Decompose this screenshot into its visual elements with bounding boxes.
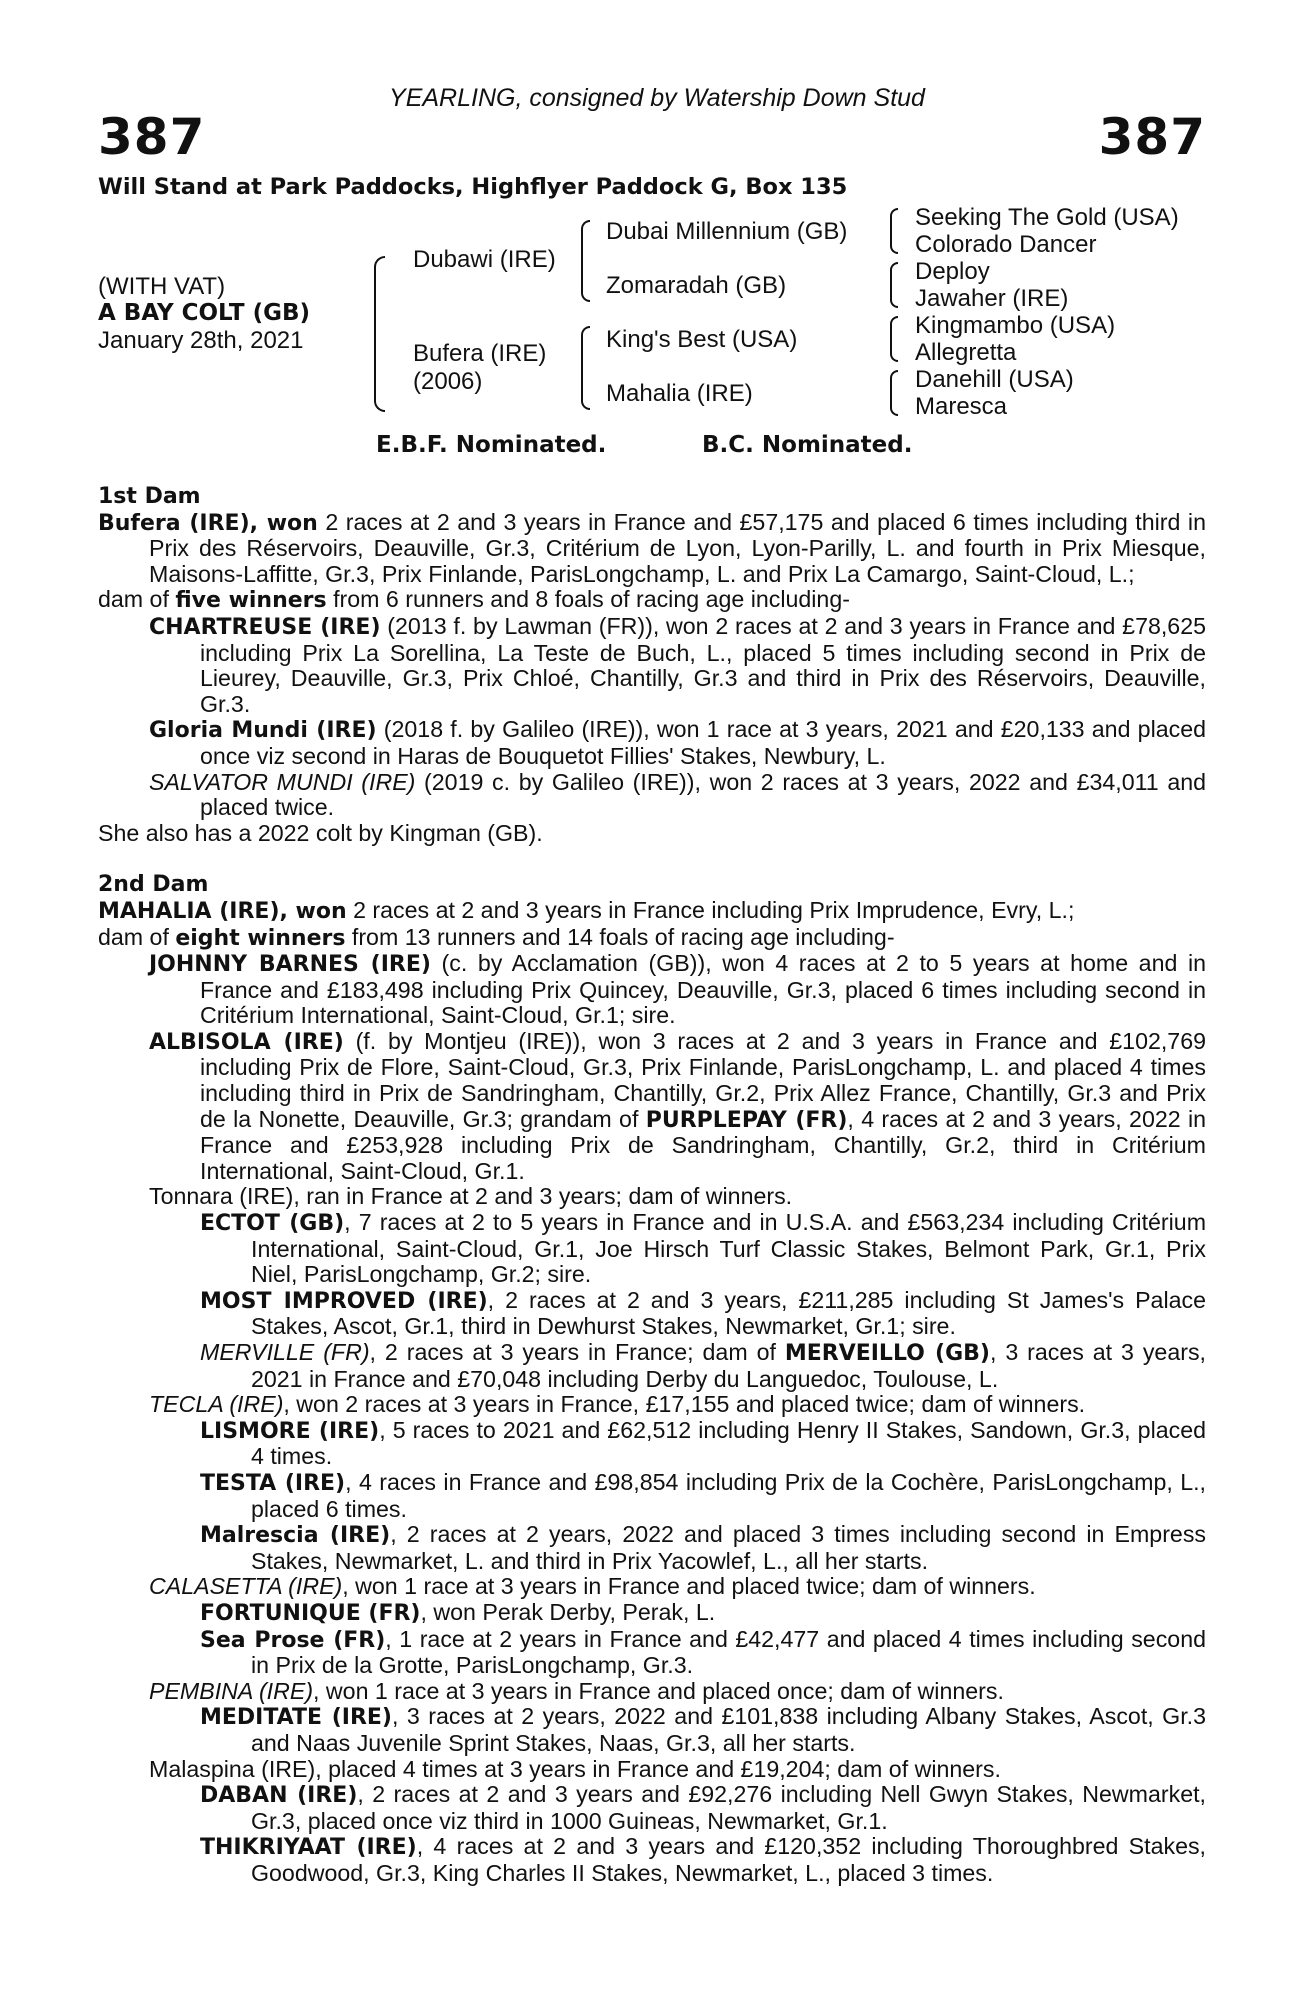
second-dam-heading: 2nd Dam: [98, 872, 209, 898]
pedigree-g2: Colorado Dancer: [915, 231, 1097, 258]
produce-entry: SALVATOR MUNDI (IRE) (2019 c. by Galileo (IRE)), won 2 races at 3 years, 2022 and £34,011 and placed twice.: [149, 768, 1207, 821]
produce-name: Gloria Mundi (IRE): [149, 718, 377, 744]
grandchild-entry: TESTA (IRE), 4 races in France and £98,854 including Prix de la Cochère, ParisLongchamp, L., placed 6 times.: [200, 1468, 1206, 1522]
grandchild-entry: Malrescia (IRE), 2 races at 2 years, 2022 and placed 3 times including second in Empress Stakes, Newmarket, L. and third in Prix Yacowlef, L., all her starts.: [200, 1521, 1207, 1574]
first-dam-also: She also has a 2022 colt by Kingman (GB).: [98, 819, 543, 846]
second-dam-entry: MAHALIA (IRE), won 2 races at 2 and 3 years in France including Prix Imprudence, Evry, L.;: [98, 896, 1075, 924]
lot-number-right: 387: [1098, 108, 1206, 166]
produce-entry: JOHNNY BARNES (IRE) (c. by Acclamation (GB)), won 4 races at 2 to 5 years at home and in France and £183,498 including Prix Quincey, Deauville, Gr.3, placed 6 times including second in Critérium International, Saint-Cloud, Gr.1; sire.: [149, 950, 1206, 1029]
ebf-nomination: E.B.F. Nominated.: [376, 432, 607, 458]
pedigree-bracket-g78: [890, 370, 898, 416]
pedigree-bracket-main: [374, 256, 385, 412]
grandchild-entry: MEDITATE (IRE), 3 races at 2 years, 2022 and £101,838 including Albany Stakes, Ascot, Gr.3 and Naas Juvenile Sprint Stakes, Naas, Gr.3, all her starts.: [200, 1703, 1206, 1756]
grandchild-entry: MOST IMPROVED (IRE), 2 races at 2 and 3 years, £211,285 including St James's Palace Stakes, Ascot, Gr.1, third in Dewhurst Stakes, Newmarket, Gr.1; sire.: [200, 1286, 1206, 1340]
produce-name: CHARTREUSE (IRE): [149, 614, 381, 640]
pedigree-notes: [98, 484, 1206, 1886]
grandchild-entry: Sea Prose (FR), 1 race at 2 years in France and £42,477 and placed 4 times including second in Prix de la Grotte, ParisLongchamp, Gr.3.: [200, 1625, 1206, 1679]
pedigree-bracket-g12: [890, 208, 898, 254]
pedigree-g3: Deploy: [915, 258, 990, 285]
produce-entry: Tonnara (IRE), ran in France at 2 and 3 years; dam of winners.: [149, 1183, 793, 1210]
pedigree-dam: Bufera (IRE): [413, 340, 547, 367]
pedigree-sire: Dubawi (IRE): [413, 246, 556, 273]
pedigree-bracket-sire: [581, 220, 590, 302]
produce-entry: CHARTREUSE (IRE) (2013 f. by Lawman (FR)), won 2 races at 2 and 3 years in France and £78,625 including Prix La Sorellina, La Teste de Buch, L., placed 5 times including second in Prix de Lieurey, Deauville, Gr.3, Prix Chloé, Chantilly, Gr.3 and third in Prix des Réservoirs, Deauville, Gr.3.: [149, 612, 1206, 717]
consignment-header: YEARLING, consigned by Watership Down Stud: [389, 84, 925, 112]
first-dam-name: Bufera (IRE), won: [98, 510, 318, 536]
pedigree-g6: Allegretta: [915, 339, 1017, 366]
produce-entry: ALBISOLA (IRE) (f. by Montjeu (IRE)), won 3 races at 2 and 3 years in France and £102,769 including Prix de Flore, Saint-Cloud, Gr.3, Prix Finlande, ParisLongchamp, L. and placed 4 times including third in Prix de Sandringham, Chantilly, Gr.2, Prix Allez France, Chantilly, Gr.3 and Prix de la Nonette, Deauville, Gr.3; grandam of PURPLEPAY (FR), 4 races at 2 and 3 years, 2022 in France and £253,928 including Prix de Sandringham, Chantilly, Gr.2, third in Critérium International, Saint-Cloud, Gr.1.: [149, 1027, 1207, 1184]
produce-entry: PEMBINA (IRE), won 1 race at 3 years in France and placed once; dam of winners.: [149, 1677, 1004, 1704]
lot-number-left: 387: [98, 108, 206, 166]
pedigree-bracket-g56: [890, 316, 898, 362]
grandchild-entry: LISMORE (IRE), 5 races to 2021 and £62,512 including Henry II Stakes, Sandown, Gr.3, placed 4 times.: [200, 1416, 1206, 1470]
pedigree-bracket-dam: [581, 326, 590, 410]
grandchild-entry: MERVILLE (FR), 2 races at 3 years in France; dam of MERVEILLO (GB), 3 races at 3 years, 2021 in France and £70,048 including Derby du Languedoc, Toulouse, L.: [200, 1339, 1206, 1392]
pedigree-dam-year: (2006): [413, 368, 483, 395]
vat-note: (WITH VAT): [98, 273, 226, 300]
pedigree-sire-sire: Dubai Millennium (GB): [606, 218, 848, 245]
pedigree-g4: Jawaher (IRE): [915, 285, 1069, 312]
pedigree-g8: Maresca: [915, 393, 1008, 420]
second-dam-name: MAHALIA (IRE), won: [98, 898, 347, 924]
pedigree-g1: Seeking The Gold (USA): [915, 204, 1179, 231]
grandchild-entry: FORTUNIQUE (FR), won Perak Derby, Perak, L.: [200, 1598, 716, 1626]
grandchild-entry: ECTOT (GB), 7 races at 2 to 5 years in France and in U.S.A. and £563,234 including Critérium International, Saint-Cloud, Gr.1, Joe Hirsch Turf Classic Stakes, Belmont Park, Gr.1, Prix Niel, ParisLongchamp, Gr.2; sire.: [200, 1209, 1207, 1288]
produce-entry: CALASETTA (IRE), won 1 race at 3 years in France and placed twice; dam of winners.: [149, 1573, 1036, 1600]
bc-nomination: B.C. Nominated.: [702, 432, 913, 458]
produce-entry: TECLA (IRE), won 2 races at 3 years in France, £17,155 and placed twice; dam of winners.: [149, 1391, 1086, 1418]
foaling-date: January 28th, 2021: [98, 327, 304, 354]
pedigree-g5: Kingmambo (USA): [915, 312, 1116, 339]
pedigree-bracket-g34: [890, 262, 898, 308]
grandchild-entry: DABAN (IRE), 2 races at 2 and 3 years and £92,276 including Nell Gwyn Stakes, Newmarket, Gr.3, placed once viz third in 1000 Guineas, Newmarket, Gr.1.: [200, 1781, 1206, 1834]
pedigree-sire-dam: Zomaradah (GB): [606, 272, 787, 299]
first-dam-entry: Bufera (IRE), won 2 races at 2 and 3 years in France and £57,175 and placed 6 times including third in Prix des Réservoirs, Deauville, Gr.3, Critérium de Lyon, Lyon-Parilly, L. and fourth in Prix Miesque, Maisons-Laffitte, Gr.3, Prix Finlande, ParisLongchamp, L. and Prix La Camargo, Saint-Cloud, L.;: [98, 508, 1206, 587]
produce-entry: Gloria Mundi (IRE) (2018 f. by Galileo (IRE)), won 1 race at 3 years, 2021 and £20,133 and placed once viz second in Haras de Bouquetot Fillies' Stakes, Newbury, L.: [149, 716, 1206, 769]
horse-name: A BAY COLT (GB): [98, 300, 311, 326]
stand-location: Will Stand at Park Paddocks, Highflyer Paddock G, Box 135: [98, 174, 848, 200]
produce-entry: Malaspina (IRE), placed 4 times at 3 years in France and £19,204; dam of winners.: [149, 1755, 1001, 1782]
pedigree-dam-dam: Mahalia (IRE): [606, 380, 753, 407]
grandchild-entry: THIKRIYAAT (IRE), 4 races at 2 and 3 years and £120,352 including Thoroughbred Stakes, Goodwood, Gr.3, King Charles II Stakes, Newmarket, L., placed 3 times.: [200, 1833, 1206, 1886]
pedigree-g7: Danehill (USA): [915, 366, 1074, 393]
first-dam-produce-summary: dam of five winners from 6 runners and 8 foals of racing age including-: [98, 586, 850, 614]
pedigree-dam-sire: King's Best (USA): [606, 326, 798, 353]
produce-name: SALVATOR MUNDI (IRE): [149, 768, 416, 795]
second-dam-produce-summary: dam of eight winners from 13 runners and 14 foals of racing age including-: [98, 923, 895, 951]
first-dam-heading: 1st Dam: [98, 484, 201, 509]
